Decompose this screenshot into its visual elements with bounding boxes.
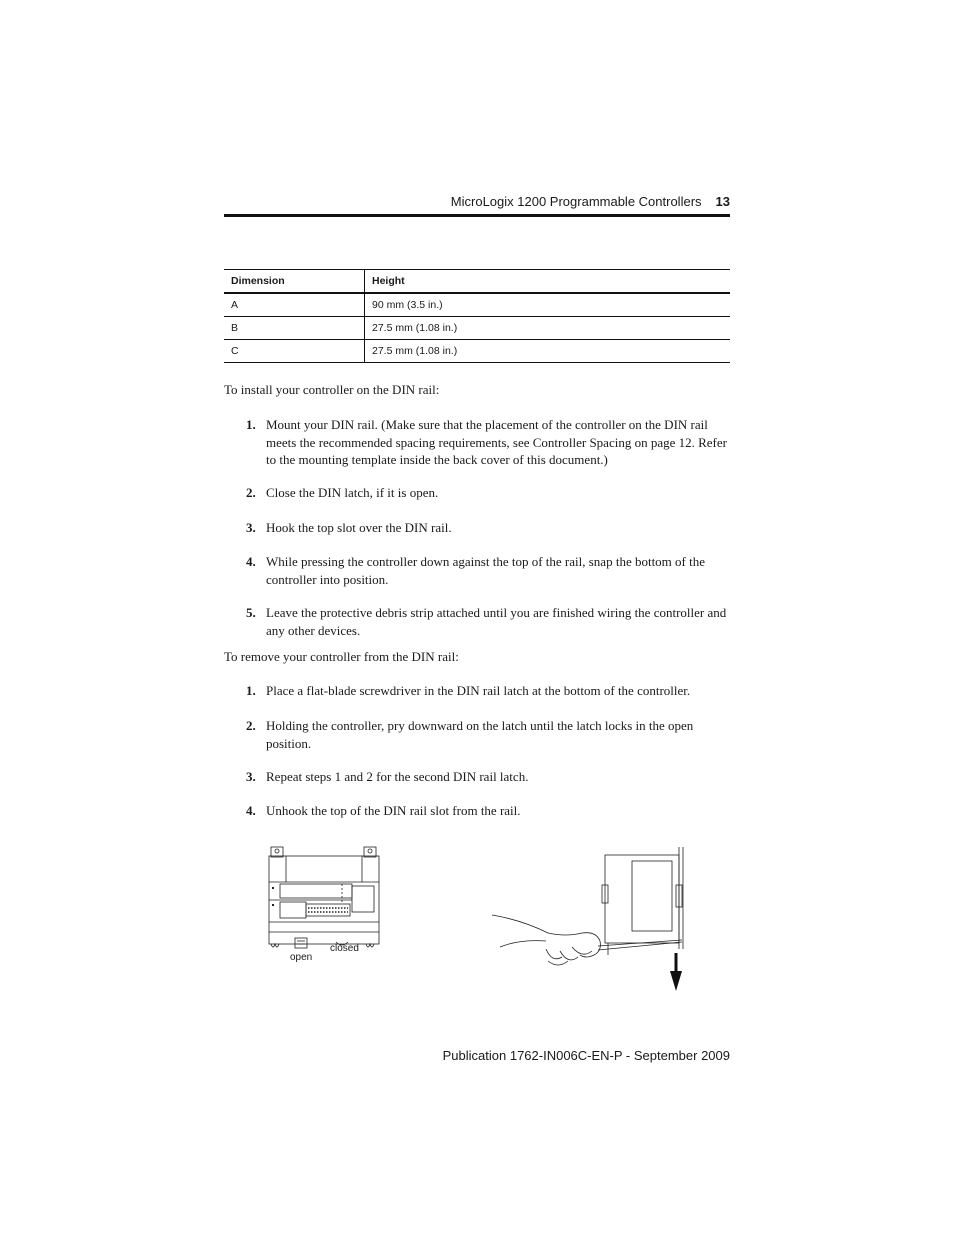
table-cell: B [224, 317, 365, 340]
column-header-height: Height [365, 270, 731, 294]
table-cell: 27.5 mm (1.08 in.) [365, 317, 731, 340]
install-intro: To install your controller on the DIN rail: [224, 382, 440, 397]
table-cell: C [224, 340, 365, 363]
column-header-dimension: Dimension [224, 270, 365, 294]
remove-step-1 [246, 682, 730, 700]
page-number: 13 [715, 193, 730, 209]
step-text: Unhook the top of the DIN rail slot from the rail. [266, 803, 521, 818]
step-number: 4. [246, 554, 256, 569]
header-rule [224, 214, 730, 217]
install-step-3 [246, 519, 730, 537]
latch-closed-label: closed [330, 943, 359, 954]
remove-intro: To remove your controller from the DIN rail: [224, 649, 459, 664]
step-number: 2. [246, 485, 256, 500]
running-header [224, 192, 730, 210]
table-header-row [224, 270, 730, 294]
table-row [224, 317, 730, 340]
step-text: Repeat steps 1 and 2 for the second DIN rail latch. [266, 769, 529, 784]
remove-step-2 [246, 717, 730, 752]
table-row [224, 293, 730, 317]
step-number: 5. [246, 605, 256, 620]
step-text: Mount your DIN rail. (Make sure that the placement of the controller on the DIN rail meets the recommended spacing requirements, see Controller Spacing on page 12. Refer to the mounting template inside the back cover of this document.) [266, 417, 727, 467]
step-number: 1. [246, 683, 256, 698]
dimension-table [224, 269, 730, 363]
latch-open-label: open [290, 952, 313, 963]
step-number: 1. [246, 417, 256, 432]
install-step-1 [246, 416, 730, 469]
step-text: Close the DIN latch, if it is open. [266, 485, 439, 500]
controller-front-illustration [266, 842, 386, 967]
table-cell: 90 mm (3.5 in.) [365, 293, 731, 317]
screwdriver-removal-illustration [490, 845, 700, 993]
publication-footer: Publication 1762-IN006C-EN-P - September 2009 [442, 1048, 730, 1063]
remove-step-4 [246, 802, 730, 820]
step-number: 2. [246, 718, 256, 733]
install-step-5 [246, 604, 730, 639]
table-row [224, 340, 730, 363]
install-step-4 [246, 553, 730, 588]
remove-step-3 [246, 768, 730, 786]
step-number: 3. [246, 520, 256, 535]
step-text: Leave the protective debris strip attached until you are finished wiring the controller and any other devices. [266, 605, 727, 638]
step-text: Hook the top slot over the DIN rail. [266, 520, 452, 535]
install-step-2 [246, 484, 730, 502]
step-text: Holding the controller, pry downward on the latch until the latch locks in the open position. [266, 718, 694, 751]
table-cell: 27.5 mm (1.08 in.) [365, 340, 731, 363]
header-title: MicroLogix 1200 Programmable Controllers [450, 193, 702, 209]
step-number: 3. [246, 769, 256, 784]
step-number: 4. [246, 803, 256, 818]
table-cell: A [224, 293, 365, 317]
step-text: Place a flat-blade screwdriver in the DIN rail latch at the bottom of the controller. [266, 683, 691, 698]
step-text: While pressing the controller down against the top of the rail, snap the bottom of the controller into position. [266, 554, 706, 587]
